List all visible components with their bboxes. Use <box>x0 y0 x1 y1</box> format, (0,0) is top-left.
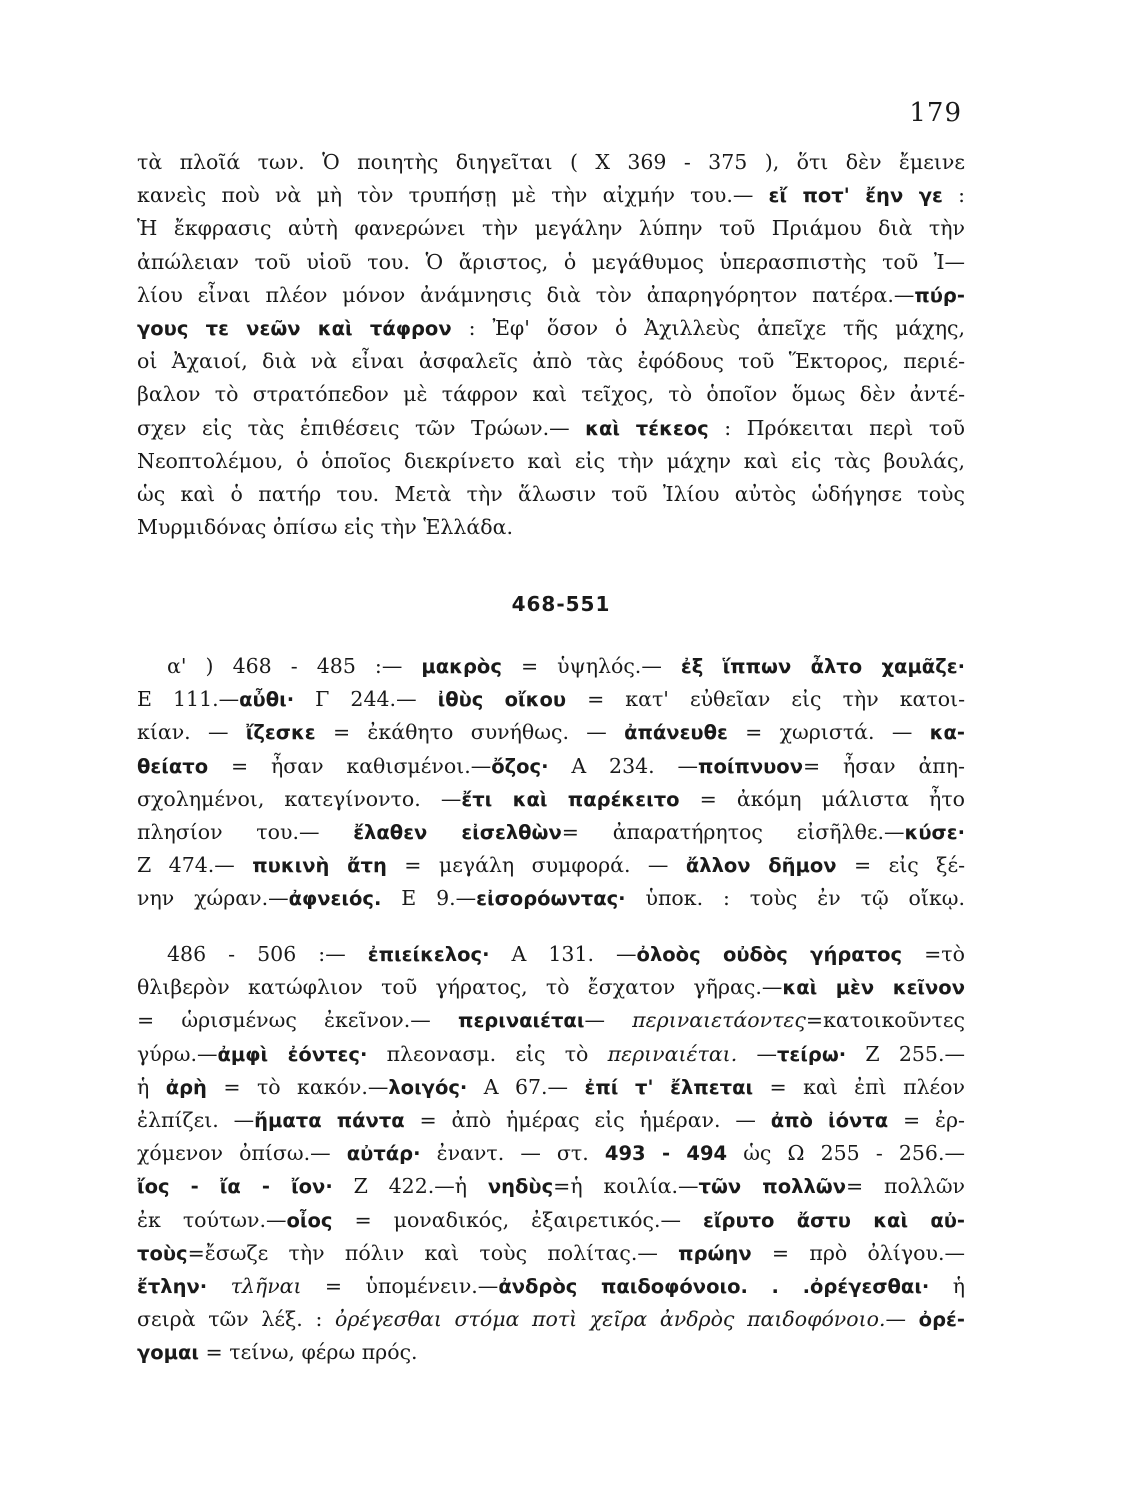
text-line <box>137 378 965 411</box>
text-block-top <box>137 146 965 544</box>
text-segment: πλεονασμ. εἰς τὸ <box>367 1041 608 1066</box>
italic-text: περιναιέται. <box>607 1041 738 1066</box>
headword: ποίπνυον <box>698 754 803 778</box>
text-segment: πλησίον του.— <box>137 820 354 845</box>
text-line <box>137 1237 965 1270</box>
text-segment: = ἀπαρατήρητος εἰσῆλθε.— <box>561 820 905 845</box>
text-segment: σχεν εἰς τὰς ἐπιθέσεις τῶν Τρώων.— <box>137 415 586 440</box>
headword: ἀμφὶ ἐόντες· <box>217 1042 368 1066</box>
text-segment: = εἰς ξέ- <box>836 853 965 878</box>
text-segment: Α 67.— <box>467 1074 585 1099</box>
text-line <box>137 445 965 478</box>
text-segment: νην χώραν.— <box>137 886 289 911</box>
headword: ἰθὺς οἴκου <box>437 688 567 712</box>
text-segment: = ἀκόμη μάλιστα ἦτο <box>679 786 966 811</box>
text-line <box>137 246 965 279</box>
text-segment: = μεγάλη συμφορά. — <box>386 853 686 878</box>
text-line <box>137 683 965 716</box>
text-segment: =ἡ κοιλία.— <box>553 1174 699 1199</box>
headword: ἀφνειός. <box>288 887 382 911</box>
headword: ἐπί τ' ἔλπεται <box>584 1075 754 1099</box>
text-segment: Ζ 422.—ἡ <box>332 1174 488 1199</box>
headword: θείατο <box>137 754 209 778</box>
text-segment: ἐλπίζει. — <box>137 1108 255 1133</box>
text-segment: : <box>942 183 965 208</box>
italic-text: ὀρέγεσθαι στόμα ποτὶ χεῖρα ἀνδρὸς παιδοφόνοιο. <box>335 1307 886 1332</box>
headword: ἔλαθεν εἰσελθὼν <box>353 821 562 845</box>
headword: τῶν πολλῶν <box>698 1175 847 1199</box>
text-segment: ἀπώλειαν τοῦ υἱοῦ του. Ὁ ἄριστος, ὁ μεγάθυμος ὑπερασπιστὴς τοῦ Ἰ— <box>137 249 965 274</box>
text-line <box>137 816 965 849</box>
text-segment: =τὸ <box>902 942 965 966</box>
page-number: 179 <box>909 98 962 128</box>
headword: ἀρὴ <box>165 1075 207 1099</box>
text-segment: = μοναδικός, ἐξαιρετικός.— <box>332 1207 704 1232</box>
text-segment: = τείνω, φέρω πρός. <box>199 1340 418 1365</box>
headword: ἄλλον δῆμον <box>685 854 837 878</box>
text-segment: = ὡρισμένως ἐκεῖνον.— <box>137 1008 459 1033</box>
text-segment: : Ἐφ' ὅσον ὁ Ἀχιλλεὺς ἀπεῖχε τῆς μάχης, <box>451 316 965 341</box>
text-segment: ἐναντ. — στ. <box>420 1141 605 1166</box>
text-line <box>137 1170 965 1203</box>
text-segment: = καὶ ἐπὶ πλέον <box>753 1074 965 1099</box>
text-segment: = ἀπὸ ἡμέρας εἰς ἡμέραν. — <box>404 1108 771 1133</box>
text-block-section-b <box>137 938 965 1370</box>
headword: αὐτάρ· <box>346 1142 421 1166</box>
headword: κύσε· <box>904 821 965 845</box>
text-segment: ἡ <box>137 1074 166 1099</box>
text-segment: σειρὰ τῶν λέξ. : <box>137 1307 336 1332</box>
headword: 493 - 494 <box>604 1142 728 1166</box>
text-segment: 486 - 506 :— <box>167 942 368 966</box>
text-segment: = ὑψηλός.— <box>501 654 681 678</box>
headword: ἔτλην· <box>137 1275 208 1299</box>
text-segment: = ἐκάθητο συνήθως. — <box>315 720 625 745</box>
headword: αὖθι· <box>239 688 295 712</box>
headword: κα- <box>929 721 965 745</box>
text-segment: γύρω.— <box>137 1041 218 1066</box>
headword: ὀρέ- <box>918 1308 965 1332</box>
text-segment: = ἦσαν καθισμένοι.— <box>208 753 492 778</box>
headword: πρώην <box>678 1241 752 1265</box>
text-segment: — <box>737 1041 777 1066</box>
text-line <box>137 279 965 312</box>
text-segment: Α 234. — <box>548 753 699 778</box>
text-segment: κανεὶς ποὺ νὰ μὴ τὸν τρυπήσῃ μὲ τὴν αἰχμήν του.— <box>137 183 769 208</box>
text-segment: οἱ Ἀχαιοί, διὰ νὰ εἶναι ἀσφαλεῖς ἀπὸ τὰς ἐφόδους τοῦ Ἕκτορος, περιέ- <box>137 349 965 374</box>
text-line <box>137 1137 965 1170</box>
text-line <box>137 179 965 212</box>
text-segment: Μυρμιδόνας ὀπίσω εἰς τὴν Ἑλλάδα. <box>137 515 513 540</box>
text-segment: = ἦσαν ἀπη- <box>803 753 965 778</box>
text-segment: σχολημένοι, κατεγίνοντο. — <box>137 786 462 811</box>
text-line <box>137 412 965 445</box>
text-segment: α' ) 468 - 485 :— <box>167 654 422 678</box>
text-line <box>137 849 965 882</box>
text-line <box>137 1071 965 1104</box>
text-line <box>137 650 965 683</box>
text-segment: Γ 244.— <box>294 687 438 712</box>
text-segment: Ε 111.— <box>137 687 240 712</box>
text-segment: ὑποκ. : τοὺς ἐν τῷ οἴκῳ. <box>625 886 965 911</box>
text-segment: = χωριστά. — <box>727 720 930 745</box>
headword: ἔτι καὶ παρέκειτο <box>461 787 680 811</box>
text-segment: ἐκ τούτων.— <box>137 1207 287 1232</box>
headword: ἀπάνευθε <box>624 721 728 745</box>
headword: ἴος - ἴα - ἴον· <box>137 1175 333 1199</box>
text-segment: — <box>584 1008 633 1033</box>
headword: τοὺς <box>137 1241 188 1265</box>
text-segment: Ζ 255.— <box>846 1041 965 1066</box>
text-segment: Νεοπτολέμου, ὁ ὁποῖος διεκρίνετο καὶ εἰς τὴν μάχην καὶ εἰς τὰς βουλάς, <box>137 448 965 473</box>
text-segment: Α 131. — <box>489 942 637 966</box>
text-segment: =κατοικοῦντες <box>805 1008 965 1033</box>
text-segment: = πρὸ ὀλίγου.— <box>751 1240 965 1265</box>
headword: ὄζος· <box>491 754 549 778</box>
text-line <box>137 212 965 245</box>
text-segment: =ἔσωζε τὴν πόλιν καὶ τοὺς πολίτας.— <box>187 1240 679 1265</box>
headword: πύρ- <box>914 283 965 307</box>
headword: νηδὺς <box>487 1175 554 1199</box>
text-segment: = κατ' εὐθεῖαν εἰς τὴν κατοι- <box>566 687 965 712</box>
headword: εἴ ποτ' ἔην γε <box>768 184 943 208</box>
headword: ἀπὸ ἰόντα <box>770 1109 889 1133</box>
headword: τείρω· <box>776 1042 847 1066</box>
text-segment <box>207 1274 230 1298</box>
headword: ἐξ ἵππων ἆλτο χαμᾶζε· <box>680 655 965 678</box>
text-segment: Ε 9.— <box>381 886 477 911</box>
text-segment: = ὑπομένειν.— <box>301 1274 499 1299</box>
headword: πυκινὴ ἄτη <box>252 854 387 878</box>
text-segment: ἡ <box>929 1274 965 1299</box>
headword: οἶος <box>286 1208 333 1232</box>
text-segment: : Πρόκειται περὶ τοῦ <box>708 415 965 440</box>
text-segment: = ἐρ- <box>888 1108 965 1133</box>
headword: καὶ μὲν κεῖνον <box>782 976 965 1000</box>
text-line <box>137 971 965 1004</box>
text-line <box>137 783 965 816</box>
headword: εἴρυτο ἄστυ καὶ αὐ- <box>703 1208 965 1232</box>
text-line <box>137 750 965 783</box>
headword: γους τε νεῶν καὶ τάφρον <box>137 317 452 341</box>
text-line <box>137 1004 965 1037</box>
text-line <box>137 345 965 378</box>
text-line <box>137 1336 965 1369</box>
text-line <box>137 1104 965 1137</box>
text-line <box>137 511 965 544</box>
headword: ἤματα πάντα <box>254 1109 405 1133</box>
headword: ὀλοὸς οὐδὸς γήρατος <box>636 943 903 966</box>
text-segment: = πολλῶν <box>846 1174 965 1199</box>
text-line <box>137 938 965 971</box>
text-line <box>137 716 965 749</box>
headword: λοιγός· <box>388 1075 468 1099</box>
text-segment: λίου εἶναι πλέον μόνον ἀνάμνησις διὰ τὸν ἀπαρηγόρητον πατέρα.— <box>137 282 915 307</box>
italic-text: περιναιετάοντες <box>632 1008 806 1033</box>
headword: περιναιέται <box>458 1009 585 1033</box>
headword: εἰσορόωντας· <box>476 887 626 911</box>
section-heading: 468-551 <box>511 592 611 616</box>
text-segment: Ζ 474.— <box>137 853 253 878</box>
text-line <box>137 312 965 345</box>
text-line <box>137 882 965 915</box>
headword: καὶ τέκεος <box>585 416 709 440</box>
text-line <box>137 1303 965 1336</box>
text-segment: βαλον τὸ στρατόπεδον μὲ τάφρον καὶ τεῖχος, τὸ ὁποῖον ὅμως δὲν ἀντέ- <box>137 382 965 407</box>
text-segment: τὰ πλοῖά των. Ὁ ποιητὴς διηγεῖται ( Χ 369 - 375 ), ὅτι δὲν ἔμεινε <box>137 150 965 174</box>
text-segment: θλιβερὸν κατώφλιον τοῦ γήρατος, τὸ ἔσχατον γῆρας.— <box>137 975 783 1000</box>
text-segment: ὡς καὶ ὁ πατήρ του. Μετὰ τὴν ἅλωσιν τοῦ Ἰλίου αὐτὸς ὡδήγησε τοὺς <box>137 482 965 507</box>
headword: ἀνδρὸς παιδοφόνοιο. . .ὀρέγεσθαι· <box>498 1275 930 1299</box>
text-line <box>137 1270 965 1303</box>
italic-text: τλῆναι <box>230 1274 302 1299</box>
text-segment: Ἡ ἔκφρασις αὐτὴ φανερώνει τὴν μεγάλην λύπην τοῦ Πριάμου διὰ τὴν <box>137 216 965 241</box>
text-segment: κίαν. — <box>137 720 246 745</box>
headword: μακρὸς <box>421 655 502 678</box>
headword: ἴζεσκε <box>245 721 316 745</box>
text-line <box>137 478 965 511</box>
headword: γομαι <box>137 1341 200 1365</box>
text-block-section-a <box>137 650 965 916</box>
headword: ἐπιείκελος· <box>367 943 490 966</box>
text-line <box>137 1038 965 1071</box>
text-line <box>137 146 965 179</box>
text-segment: ὡς Ω 255 - 256.— <box>727 1141 965 1166</box>
text-segment: χόμενον ὀπίσω.— <box>137 1141 347 1166</box>
text-segment: — <box>885 1307 919 1332</box>
text-line <box>137 1204 965 1237</box>
text-segment: = τὸ κακόν.— <box>206 1074 389 1099</box>
